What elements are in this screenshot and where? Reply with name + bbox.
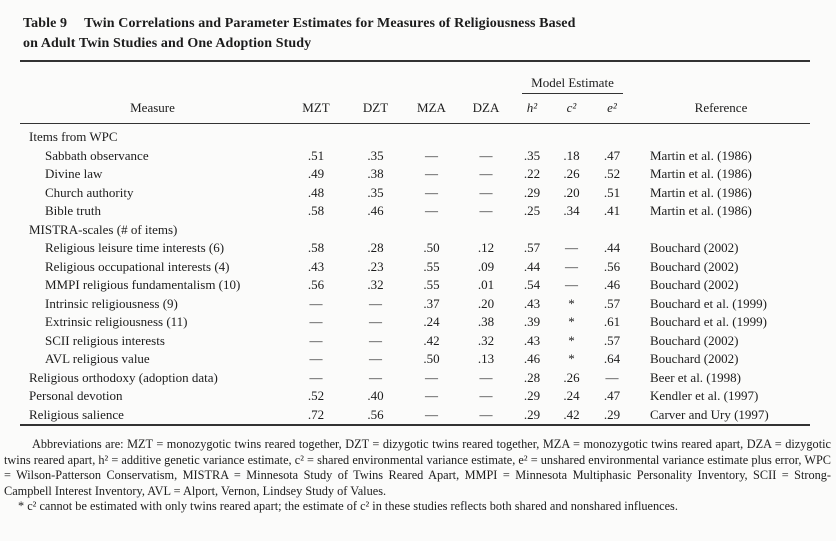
value-cell-mzt: —	[309, 332, 323, 348]
value-cell-e2: .64	[603, 351, 621, 367]
measure-cell: Church authority	[45, 184, 134, 200]
value-cell-dzt: —	[369, 369, 382, 385]
value-cell-dza: .09	[477, 258, 495, 274]
spanner-row	[20, 61, 810, 96]
value-cell-h2: .29	[523, 184, 541, 200]
table-notes	[4, 437, 831, 515]
reference-cell: Martin et al. (1986)	[650, 147, 752, 163]
spanner-spacer-right	[632, 61, 810, 96]
table-row	[20, 124, 810, 147]
value-cell-e2: .52	[603, 166, 621, 182]
measure-cell: Religious salience	[29, 406, 124, 422]
value-cell-dzt: .28	[367, 240, 384, 256]
value-cell-e2: .57	[603, 295, 621, 311]
value-cell-c2: —	[565, 258, 578, 274]
measure-cell: Religious leisure time interests (6)	[45, 240, 225, 256]
value-cell-c2: —	[565, 277, 578, 293]
value-cell-dza: .20	[477, 295, 495, 311]
column-header-c2: c²	[551, 96, 592, 124]
value-cell-c2: .26	[563, 166, 580, 182]
abbreviations-note: Abbreviations are: MZT = monozygotic twins reared together, DZT = dizygotic twins reared together, MZA = monozygotic twins reared apart, DZA = dizygotic twins reared apart, h² = additive genetic variance estimate, c² = shared environmental variance estimate, e² = unshared environmental variance estimate plus error, WPC = Wilson-Patterson Conservatism, MISTRA = Minnesota Study of Twins Reared Apart, MMPI = Minnesota Multiphasic Personality Inventory, SCII = Strong-Campbell Interest Inventory, AVL = Alport, Vernon, Lindsey Study of Values.	[4, 437, 831, 498]
table-title-line2: on Adult Twin Studies and One Adoption Study	[23, 36, 312, 51]
value-cell-h2: .43	[523, 332, 541, 348]
value-cell-dza: —	[479, 184, 493, 200]
reference-cell: Martin et al. (1986)	[650, 203, 752, 219]
value-cell-dzt: .38	[367, 166, 384, 182]
value-cell-dza: .32	[477, 332, 495, 348]
value-cell-dzt: —	[369, 332, 382, 348]
table-row	[20, 184, 810, 203]
measure-cell: Items from WPC	[29, 129, 118, 145]
reference-cell: Carver and Ury (1997)	[650, 406, 769, 422]
table-row	[20, 369, 810, 388]
table-row	[20, 165, 810, 184]
value-cell-dzt: .46	[367, 203, 384, 219]
column-header-dza: DZA	[459, 96, 513, 124]
value-cell-mzt: .52	[307, 388, 325, 404]
value-cell-e2: .51	[603, 184, 621, 200]
value-cell-c2: *	[568, 314, 575, 330]
value-cell-c2: .20	[563, 184, 580, 200]
value-cell-dzt: —	[369, 295, 382, 311]
value-cell-mza: .24	[423, 314, 440, 330]
value-cell-mza: —	[425, 406, 438, 422]
table-title-text: Twin Correlations and Parameter Estimates for Measures of Religiousness Based	[84, 16, 576, 31]
measure-cell: Sabbath observance	[45, 147, 149, 163]
measure-cell: SCII religious interests	[45, 332, 165, 348]
value-cell-mza: —	[425, 166, 438, 182]
reference-cell	[632, 221, 810, 240]
table-title	[23, 14, 806, 54]
table-row	[20, 332, 810, 351]
value-cell-dzt	[347, 221, 404, 240]
measure-cell: MISTRA-scales (# of items)	[29, 221, 178, 237]
value-cell-mza: .50	[423, 240, 440, 256]
value-cell-mzt: .49	[307, 166, 325, 182]
measure-cell: Religious occupational interests (4)	[45, 258, 230, 274]
measure-cell: MMPI religious fundamentalism (10)	[45, 277, 241, 293]
value-cell-mzt: .56	[307, 277, 325, 293]
table-row	[20, 295, 810, 314]
value-cell-e2: .41	[603, 203, 621, 219]
table-row	[20, 276, 810, 295]
reference-cell	[632, 124, 810, 147]
reference-cell: Bouchard et al. (1999)	[650, 314, 767, 330]
value-cell-mza: —	[425, 369, 438, 385]
value-cell-mza: —	[425, 203, 438, 219]
value-cell-mza: —	[425, 388, 438, 404]
value-cell-e2: .56	[603, 258, 621, 274]
value-cell-h2: .43	[523, 295, 541, 311]
reference-cell: Martin et al. (1986)	[650, 184, 752, 200]
asterisk-note: * c² cannot be estimated with only twins reared apart; the estimate of c² in these studies reflects both shared and nonshared influences.	[18, 499, 678, 514]
column-header-e2: e²	[592, 96, 632, 124]
table-row	[20, 147, 810, 166]
value-cell-mza	[404, 221, 459, 240]
column-header-dzt: DZT	[347, 96, 404, 124]
value-cell-mza: .37	[423, 295, 440, 311]
table-row	[20, 406, 810, 426]
column-header-reference: Reference	[632, 96, 810, 124]
value-cell-mzt: .43	[307, 258, 325, 274]
reference-cell: Bouchard et al. (1999)	[650, 295, 767, 311]
value-cell-h2: .46	[523, 351, 541, 367]
model-estimate-label: Model Estimate	[522, 75, 623, 94]
value-cell-dzt: .35	[367, 184, 384, 200]
value-cell-dzt: .23	[367, 258, 384, 274]
measure-cell: Bible truth	[45, 203, 101, 219]
spanner-spacer-left	[20, 61, 513, 96]
value-cell-e2: .57	[603, 332, 621, 348]
twin-correlations-table	[20, 60, 810, 426]
measure-cell: AVL religious value	[45, 351, 150, 367]
value-cell-dzt: .35	[367, 147, 384, 163]
value-cell-e2: .47	[603, 147, 621, 163]
value-cell-e2: .47	[603, 388, 621, 404]
column-header-measure: Measure	[20, 96, 285, 124]
measure-cell: Intrinsic religiousness (9)	[45, 295, 178, 311]
value-cell-mzt: —	[309, 295, 323, 311]
value-cell-h2: .39	[523, 314, 541, 330]
value-cell-mza	[404, 124, 459, 147]
value-cell-e2: .29	[603, 406, 621, 422]
value-cell-h2	[513, 124, 551, 147]
table-row	[20, 202, 810, 221]
value-cell-e2: .44	[603, 240, 621, 256]
value-cell-dza: .13	[477, 351, 495, 367]
value-cell-h2: .57	[523, 240, 541, 256]
value-cell-mza: —	[425, 147, 438, 163]
value-cell-c2	[551, 124, 592, 147]
value-cell-mza: .55	[423, 258, 440, 274]
measure-cell: Personal devotion	[29, 388, 123, 404]
value-cell-c2: .18	[563, 147, 580, 163]
value-cell-h2: .54	[523, 277, 541, 293]
table-number-label: Table 9	[23, 16, 68, 31]
table-row	[20, 221, 810, 240]
value-cell-mzt: .48	[307, 184, 325, 200]
column-header-h2: h²	[513, 96, 551, 124]
value-cell-dza: .12	[477, 240, 495, 256]
table-row	[20, 350, 810, 369]
reference-cell: Bouchard (2002)	[650, 258, 739, 274]
value-cell-c2: .24	[563, 388, 580, 404]
value-cell-dza: —	[479, 147, 493, 163]
value-cell-dzt	[347, 124, 404, 147]
value-cell-c2: *	[568, 295, 575, 311]
reference-cell: Martin et al. (1986)	[650, 166, 752, 182]
reference-cell: Beer et al. (1998)	[650, 369, 741, 385]
value-cell-mza: .50	[423, 351, 440, 367]
table-title-line1	[23, 14, 806, 34]
value-cell-c2: *	[568, 332, 575, 348]
value-cell-mza: .55	[423, 277, 440, 293]
value-cell-e2: .61	[603, 314, 621, 330]
measure-cell: Divine law	[45, 166, 103, 182]
value-cell-mza: —	[425, 184, 438, 200]
reference-cell: Bouchard (2002)	[650, 240, 739, 256]
value-cell-dza: —	[479, 388, 493, 404]
value-cell-dza: —	[479, 166, 493, 182]
value-cell-h2	[513, 221, 551, 240]
value-cell-dza: —	[479, 369, 493, 385]
value-cell-e2: —	[605, 369, 619, 385]
value-cell-e2	[592, 221, 632, 240]
value-cell-mzt: —	[309, 351, 323, 367]
value-cell-h2: .29	[523, 388, 541, 404]
value-cell-h2: .25	[523, 203, 541, 219]
value-cell-c2: .26	[563, 369, 580, 385]
value-cell-h2: .22	[523, 166, 541, 182]
table-body	[20, 124, 810, 426]
value-cell-h2: .44	[523, 258, 541, 274]
column-header-row	[20, 96, 810, 124]
value-cell-c2: *	[568, 351, 575, 367]
value-cell-c2: —	[565, 240, 578, 256]
value-cell-mzt: .51	[307, 147, 325, 163]
table-row	[20, 313, 810, 332]
measure-cell: Extrinsic religiousness (11)	[45, 314, 188, 330]
column-header-mza: MZA	[404, 96, 459, 124]
value-cell-dzt: —	[369, 314, 382, 330]
value-cell-c2: .42	[563, 406, 580, 422]
value-cell-mzt	[285, 221, 347, 240]
value-cell-mzt: .58	[307, 203, 325, 219]
measure-cell: Religious orthodoxy (adoption data)	[29, 369, 218, 385]
value-cell-mza: .42	[423, 332, 440, 348]
reference-cell: Bouchard (2002)	[650, 351, 739, 367]
value-cell-e2: .46	[603, 277, 621, 293]
value-cell-dza: .38	[477, 314, 495, 330]
value-cell-dzt: .56	[367, 406, 384, 422]
value-cell-dza	[459, 124, 513, 147]
value-cell-dza: .01	[477, 277, 495, 293]
table-row	[20, 239, 810, 258]
value-cell-c2	[551, 221, 592, 240]
table-row	[20, 387, 810, 406]
column-header-mzt: MZT	[285, 96, 347, 124]
value-cell-dza	[459, 221, 513, 240]
value-cell-mzt: .72	[307, 406, 325, 422]
value-cell-dzt: —	[369, 351, 382, 367]
model-estimate-header	[513, 61, 632, 96]
value-cell-mzt: .58	[307, 240, 325, 256]
value-cell-dzt: .40	[367, 388, 384, 404]
reference-cell: Kendler et al. (1997)	[650, 388, 759, 404]
value-cell-dzt: .32	[367, 277, 384, 293]
value-cell-h2: .35	[523, 147, 541, 163]
value-cell-mzt: —	[309, 369, 323, 385]
value-cell-h2: .29	[523, 406, 541, 422]
reference-cell: Bouchard (2002)	[650, 277, 739, 293]
value-cell-mzt: —	[309, 314, 323, 330]
reference-cell: Bouchard (2002)	[650, 332, 739, 348]
value-cell-dza: —	[479, 203, 493, 219]
value-cell-e2	[592, 124, 632, 147]
value-cell-h2: .28	[523, 369, 541, 385]
value-cell-c2: .34	[563, 203, 580, 219]
table-row	[20, 258, 810, 277]
value-cell-mzt	[285, 124, 347, 147]
value-cell-dza: —	[479, 406, 493, 422]
